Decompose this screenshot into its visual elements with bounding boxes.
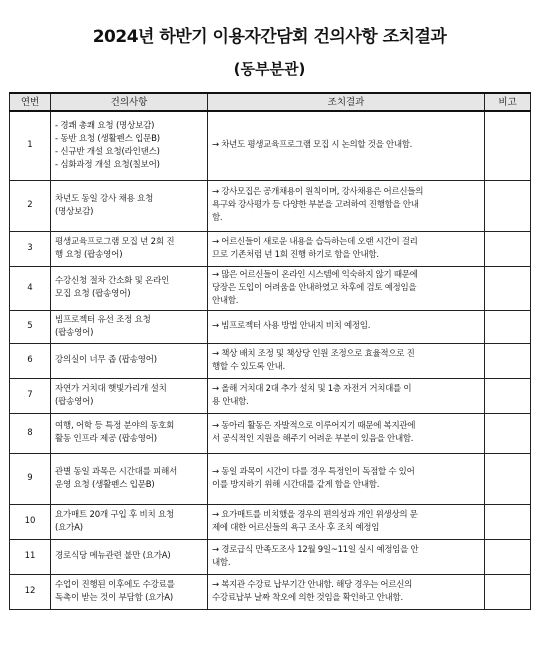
table-row (10, 453, 531, 504)
table-row (10, 343, 531, 378)
document-title: 2024년 하반기 이용자간담회 건의사항 조치결과 (92, 27, 447, 47)
suggestion-line: 행 요청 (팝송영어) (55, 249, 123, 260)
suggestion-cell (51, 231, 208, 266)
document-subtitle: (동부분관) (233, 60, 306, 78)
table-row (10, 266, 531, 310)
suggestion-line: (팝송영어) (55, 396, 94, 407)
remark-cell (485, 413, 531, 453)
remark-cell (485, 266, 531, 310)
suggestion-cell (51, 574, 208, 609)
remark-cell (485, 378, 531, 413)
suggestion-cell (51, 111, 208, 180)
remark-cell (485, 453, 531, 504)
row-number: 7 (10, 378, 51, 413)
action-cell (208, 231, 485, 266)
suggestion-cell (51, 310, 208, 343)
action-cell (208, 378, 485, 413)
suggestion-line: (명상보감) (55, 206, 94, 217)
remark-cell (485, 111, 531, 180)
table-row (10, 111, 531, 180)
action-line: 내함. (212, 557, 231, 568)
action-line: 수강료납부 날짜 착오에 의한 것임을 확인하고 안내함. (212, 592, 403, 603)
suggestion-line: 활동 인프라 제공 (팝송영어) (55, 434, 157, 444)
suggestion-line: - 경쾌 총쾌 요청 (명상보감) (55, 120, 155, 131)
suggestion-line: - 동반 요청 (생활펜스 입문B) (55, 133, 160, 144)
action-cell (208, 574, 485, 609)
suggestion-cell (51, 180, 208, 231)
row-number: 1 (10, 111, 51, 180)
suggestion-line: 여행, 어학 등 특정 분야의 동호회 (55, 421, 175, 431)
action-line: → 경로급식 만족도조사 12월 9일~11일 실시 예정임을 안 (212, 544, 419, 555)
action-line: → 빔프로젝터 사용 방법 안내지 비치 예정임. (212, 321, 371, 331)
action-cell (208, 111, 485, 180)
suggestion-line: 운영 요청 (생활펜스 입문B) (55, 479, 155, 490)
action-line: 안내함. (212, 295, 239, 306)
suggestion-cell (51, 378, 208, 413)
table-row (10, 180, 531, 231)
action-line: → 동일 과목이 시간이 다를 경우 특정인이 독점할 수 있어 (212, 466, 415, 477)
header-no: 연번 (10, 93, 51, 111)
suggestion-cell (51, 453, 208, 504)
action-cell (208, 453, 485, 504)
action-line: 이를 방지하기 위해 시간대를 같게 함을 안내함. (212, 479, 380, 490)
action-line: → 동아리 활동은 자발적으로 이루어지기 때문에 복지관에 (212, 421, 416, 431)
row-number: 5 (10, 310, 51, 343)
action-line: → 어르신들이 새로운 내용을 습득하는데 오랜 시간이 걸리 (212, 236, 418, 247)
remark-cell (485, 539, 531, 574)
action-line: 함. (212, 213, 223, 223)
row-number: 4 (10, 266, 51, 310)
suggestion-line: 수업이 진행된 이후에도 수강료를 (55, 579, 175, 590)
suggestion-line: (요가A) (55, 522, 83, 533)
table-row (10, 310, 531, 343)
suggestion-line: 요가매트 20개 구입 후 비치 요청 (55, 509, 175, 520)
suggestion-cell (51, 504, 208, 539)
table-row (10, 413, 531, 453)
suggestion-line: 강의실이 너무 좁 (팝송영어) (55, 355, 157, 365)
action-cell (208, 266, 485, 310)
action-line: 욕구와 강사평가 등 다양한 부분을 고려하여 진행함을 안내 (212, 200, 419, 210)
action-cell (208, 504, 485, 539)
row-number: 6 (10, 343, 51, 378)
suggestion-line: 관별 동일 과목은 시간대를 피해서 (55, 466, 178, 477)
action-cell (208, 539, 485, 574)
action-line: → 올해 거치대 2대 추가 설치 및 1층 자전거 거치대를 이 (212, 383, 412, 394)
suggestion-line: 독촉이 받는 것이 부담함 (요가A) (55, 592, 173, 603)
row-number: 8 (10, 413, 51, 453)
action-line: → 많은 어르신들이 온라인 시스템에 익숙하지 않기 때문에 (212, 269, 418, 280)
suggestion-line: 자연가 거치대 햇빛가리개 설치 (55, 383, 167, 394)
suggestion-line: - 신규반 개설 요청(라인댄스) (55, 146, 160, 157)
remark-cell (485, 180, 531, 231)
action-line: 용 안내함. (212, 396, 249, 407)
action-cell (208, 310, 485, 343)
suggestion-line: 평생교육프로그램 모집 년 2회 진 (55, 236, 175, 247)
suggestion-cell (51, 343, 208, 378)
table-header-row (10, 93, 531, 111)
action-line: 서 공식적인 지원을 해주기 어려운 부분이 있음을 안내함. (212, 434, 414, 444)
remark-cell (485, 343, 531, 378)
action-cell (208, 343, 485, 378)
remark-cell (485, 310, 531, 343)
action-line: → 책상 배치 조정 및 책상당 인원 조정으로 효율적으로 진 (212, 348, 415, 359)
action-line: → 차년도 평생교육프로그램 모집 시 논의할 것을 안내함. (212, 140, 413, 151)
suggestion-line: 차년도 동일 강사 채용 요청 (55, 193, 154, 204)
remark-cell (485, 231, 531, 266)
table-row (10, 574, 531, 609)
action-line: → 요가매트를 비치했을 경우의 편의성과 개인 위생상의 문 (212, 509, 418, 520)
suggestion-cell (51, 413, 208, 453)
header-suggestion: 건의사항 (51, 93, 208, 111)
table-row (10, 504, 531, 539)
action-line: → 강사모집은 공개채용이 원칙이며, 강사채용은 어르신들의 (212, 187, 424, 197)
action-cell (208, 180, 485, 231)
row-number: 9 (10, 453, 51, 504)
table-row (10, 378, 531, 413)
row-number: 10 (10, 504, 51, 539)
header-remark: 비고 (485, 93, 531, 111)
action-line: 행할 수 있도록 안내. (212, 361, 285, 372)
suggestion-line: 수강신청 절차 간소화 및 온라인 (55, 276, 170, 286)
suggestion-cell (51, 539, 208, 574)
suggestion-cell (51, 266, 208, 310)
remark-cell (485, 574, 531, 609)
action-line: 당장은 도입이 어려움을 안내하였고 차후에 검토 예정임을 (212, 282, 417, 293)
suggestion-line: - 심화과정 개설 요청(칠보어) (55, 159, 160, 170)
remark-cell (485, 504, 531, 539)
suggestion-line: 빔프로젝터 유선 조정 요청 (55, 314, 151, 325)
table-row (10, 539, 531, 574)
suggestion-line: (팝송영어) (55, 327, 94, 338)
results-table (9, 92, 531, 610)
header-action: 조치결과 (208, 93, 485, 111)
row-number: 2 (10, 180, 51, 231)
row-number: 11 (10, 539, 51, 574)
suggestion-line: 경로식당 메뉴관련 불만 (요가A) (55, 551, 171, 561)
row-number: 12 (10, 574, 51, 609)
suggestion-line: 모집 요청 (팝송영어) (55, 289, 131, 299)
table-row (10, 231, 531, 266)
action-line: → 복지관 수강료 납부기간 안내함. 해당 경우는 어르신의 (212, 579, 413, 590)
action-cell (208, 413, 485, 453)
action-line: 제에 대한 어르신들의 욕구 조사 후 조치 예정임 (212, 522, 380, 533)
row-number: 3 (10, 231, 51, 266)
action-line: 므로 기존처럼 년 1회 진행 하기로 함을 안내함. (212, 249, 379, 260)
